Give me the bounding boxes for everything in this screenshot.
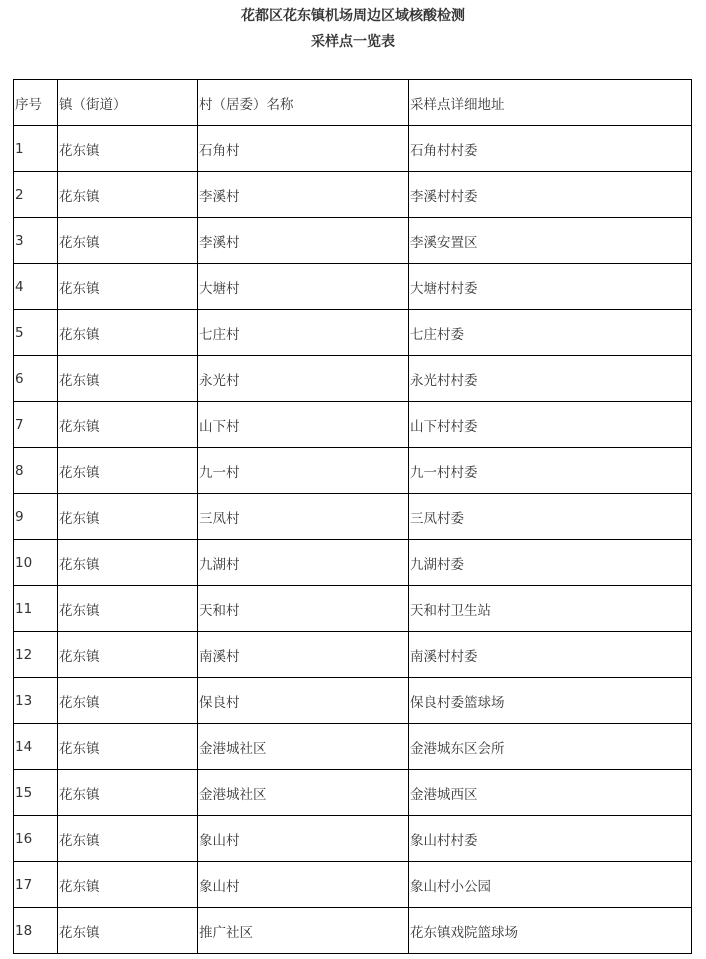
cell-index: 10 — [14, 540, 58, 586]
cell-town: 花东镇 — [58, 126, 198, 172]
cell-village: 南溪村 — [198, 632, 409, 678]
cell-village: 山下村 — [198, 402, 409, 448]
cell-address: 李溪村村委 — [409, 172, 692, 218]
table-row — [14, 862, 692, 908]
cell-address: 南溪村村委 — [409, 632, 692, 678]
table-row — [14, 770, 692, 816]
cell-address: 大塘村村委 — [409, 264, 692, 310]
header-town: 镇（街道） — [58, 80, 198, 126]
cell-index: 2 — [14, 172, 58, 218]
table-row — [14, 632, 692, 678]
cell-address: 保良村委篮球场 — [409, 678, 692, 724]
cell-village: 李溪村 — [198, 218, 409, 264]
cell-village: 七庄村 — [198, 310, 409, 356]
cell-town: 花东镇 — [58, 402, 198, 448]
cell-index: 8 — [14, 448, 58, 494]
cell-index: 11 — [14, 586, 58, 632]
document-subtitle: 采样点一览表 — [311, 34, 395, 50]
cell-village: 永光村 — [198, 356, 409, 402]
cell-town: 花东镇 — [58, 908, 198, 954]
cell-village: 金港城社区 — [198, 770, 409, 816]
cell-address: 花东镇戏院篮球场 — [409, 908, 692, 954]
cell-village: 九一村 — [198, 448, 409, 494]
table-row — [14, 264, 692, 310]
cell-village: 推广社区 — [198, 908, 409, 954]
cell-town: 花东镇 — [58, 172, 198, 218]
table-row — [14, 218, 692, 264]
cell-town: 花东镇 — [58, 310, 198, 356]
cell-village: 天和村 — [198, 586, 409, 632]
cell-town: 花东镇 — [58, 862, 198, 908]
table-row — [14, 126, 692, 172]
cell-village: 象山村 — [198, 862, 409, 908]
cell-address: 金港城东区会所 — [409, 724, 692, 770]
cell-address: 天和村卫生站 — [409, 586, 692, 632]
header-address: 采样点详细地址 — [409, 80, 692, 126]
cell-village: 金港城社区 — [198, 724, 409, 770]
cell-address: 永光村村委 — [409, 356, 692, 402]
cell-village: 石角村 — [198, 126, 409, 172]
table-row — [14, 586, 692, 632]
table-row — [14, 310, 692, 356]
cell-address: 金港城西区 — [409, 770, 692, 816]
cell-address: 象山村村委 — [409, 816, 692, 862]
cell-town: 花东镇 — [58, 678, 198, 724]
cell-town: 花东镇 — [58, 356, 198, 402]
cell-index: 18 — [14, 908, 58, 954]
cell-address: 三凤村委 — [409, 494, 692, 540]
table-header-row — [14, 80, 692, 126]
cell-index: 3 — [14, 218, 58, 264]
document-title: 花都区花东镇机场周边区域核酸检测 — [241, 8, 465, 24]
cell-town: 花东镇 — [58, 632, 198, 678]
cell-town: 花东镇 — [58, 770, 198, 816]
table-row — [14, 724, 692, 770]
cell-town: 花东镇 — [58, 494, 198, 540]
cell-index: 13 — [14, 678, 58, 724]
cell-index: 1 — [14, 126, 58, 172]
cell-town: 花东镇 — [58, 816, 198, 862]
cell-index: 16 — [14, 816, 58, 862]
cell-index: 14 — [14, 724, 58, 770]
cell-address: 七庄村委 — [409, 310, 692, 356]
table-row — [14, 540, 692, 586]
cell-town: 花东镇 — [58, 218, 198, 264]
header-village: 村（居委）名称 — [198, 80, 409, 126]
header-index: 序号 — [14, 80, 58, 126]
cell-address: 九湖村委 — [409, 540, 692, 586]
table-row — [14, 448, 692, 494]
cell-index: 4 — [14, 264, 58, 310]
cell-town: 花东镇 — [58, 448, 198, 494]
cell-town: 花东镇 — [58, 586, 198, 632]
cell-index: 9 — [14, 494, 58, 540]
cell-town: 花东镇 — [58, 264, 198, 310]
table-row — [14, 494, 692, 540]
cell-town: 花东镇 — [58, 724, 198, 770]
cell-address: 李溪安置区 — [409, 218, 692, 264]
table-row — [14, 816, 692, 862]
cell-town: 花东镇 — [58, 540, 198, 586]
cell-index: 6 — [14, 356, 58, 402]
cell-address: 九一村村委 — [409, 448, 692, 494]
cell-index: 7 — [14, 402, 58, 448]
cell-village: 九湖村 — [198, 540, 409, 586]
table-row — [14, 678, 692, 724]
cell-index: 17 — [14, 862, 58, 908]
sampling-points-table — [13, 79, 692, 954]
cell-village: 三凤村 — [198, 494, 409, 540]
cell-address: 象山村小公园 — [409, 862, 692, 908]
table-row — [14, 172, 692, 218]
cell-village: 保良村 — [198, 678, 409, 724]
table-row — [14, 402, 692, 448]
cell-index: 15 — [14, 770, 58, 816]
table-row — [14, 356, 692, 402]
cell-address: 山下村村委 — [409, 402, 692, 448]
cell-village: 象山村 — [198, 816, 409, 862]
cell-index: 12 — [14, 632, 58, 678]
cell-index: 5 — [14, 310, 58, 356]
table-row — [14, 908, 692, 954]
cell-village: 大塘村 — [198, 264, 409, 310]
cell-address: 石角村村委 — [409, 126, 692, 172]
cell-village: 李溪村 — [198, 172, 409, 218]
